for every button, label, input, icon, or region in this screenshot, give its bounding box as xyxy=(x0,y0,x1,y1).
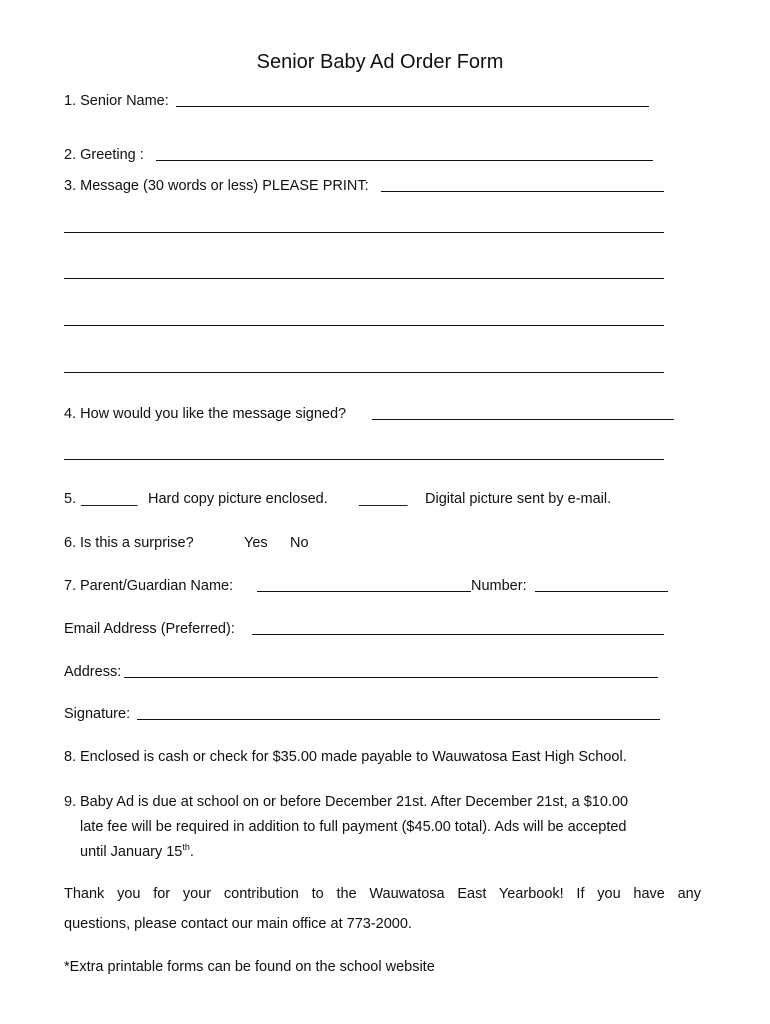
thank-you-text: Thank you for your contribution to the Wauwatosa East Yearbook! If you have any xyxy=(64,886,701,902)
message-field[interactable] xyxy=(64,372,664,373)
signature-field[interactable] xyxy=(137,719,660,720)
footnote: *Extra printable forms can be found on the school website xyxy=(64,959,435,975)
due-date-text: . xyxy=(189,844,194,860)
signed-as-label: 4. How would you like the message signed? xyxy=(64,406,347,422)
thank-you-text: questions, please contact our main office at 773-2000. xyxy=(64,916,412,932)
due-date-item-number: 9. xyxy=(64,794,77,810)
digital-picture-blank[interactable]: ______ xyxy=(359,491,408,507)
surprise-no-option[interactable]: No xyxy=(290,535,309,551)
message-field[interactable] xyxy=(64,278,664,279)
parent-name-label: Parent/Guardian Name: xyxy=(80,578,234,594)
phone-number-label: Number: xyxy=(471,578,527,594)
surprise-question: Is this a surprise? xyxy=(80,535,194,551)
greeting-field[interactable] xyxy=(156,160,653,161)
picture-item-number: 5. xyxy=(64,491,77,507)
email-label: Email Address (Preferred): xyxy=(64,621,235,637)
senior-name-label: 1. Senior Name: xyxy=(64,93,169,109)
ordinal-suffix: th xyxy=(182,842,190,853)
signed-as-field[interactable] xyxy=(64,459,664,460)
surprise-item-number: 6. xyxy=(64,535,77,551)
message-field[interactable] xyxy=(64,232,664,233)
email-field[interactable] xyxy=(252,634,664,635)
message-field[interactable] xyxy=(381,191,664,192)
message-field[interactable] xyxy=(64,325,664,326)
signature-label: Signature: xyxy=(64,706,131,722)
surprise-yes-option[interactable]: Yes xyxy=(244,535,268,551)
due-date-text xyxy=(80,843,194,861)
phone-number-field[interactable] xyxy=(535,591,668,592)
hard-copy-blank[interactable]: _______ xyxy=(81,491,138,507)
form-title: Senior Baby Ad Order Form xyxy=(256,51,504,73)
address-field[interactable] xyxy=(124,677,658,678)
signed-as-field[interactable] xyxy=(372,419,674,420)
due-date-text: until January 15 xyxy=(80,844,183,860)
address-label: Address: xyxy=(64,664,122,680)
due-date-text: Baby Ad is due at school on or before December 21st. After December 21st, a $10.00 xyxy=(80,794,629,810)
due-date-text: late fee will be required in addition to full payment ($45.00 total). Ads will be accepted xyxy=(80,819,627,835)
senior-name-field[interactable] xyxy=(176,106,649,107)
payment-item-number: 8. xyxy=(64,749,77,765)
payment-text: Enclosed is cash or check for $35.00 made payable to Wauwatosa East High School. xyxy=(80,749,627,765)
parent-name-field[interactable] xyxy=(257,591,471,592)
parent-item-number: 7. xyxy=(64,578,77,594)
hard-copy-option: Hard copy picture enclosed. xyxy=(148,491,328,507)
greeting-label: 2. Greeting : xyxy=(64,147,144,163)
message-label: 3. Message (30 words or less) PLEASE PRINT: xyxy=(64,178,369,194)
digital-picture-option: Digital picture sent by e-mail. xyxy=(425,491,612,507)
